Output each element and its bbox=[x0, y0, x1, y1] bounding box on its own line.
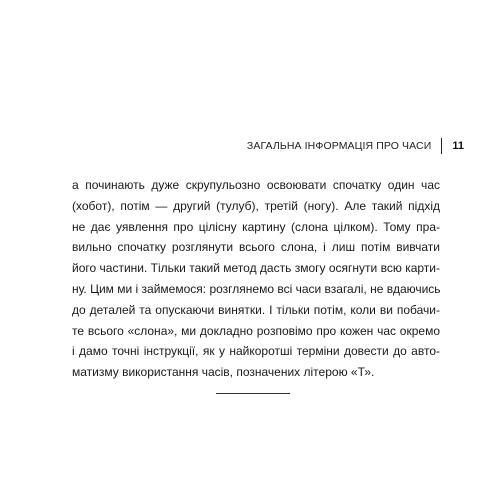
text-line: матизму використання часів, позначених літерою «Т». bbox=[72, 365, 375, 380]
text-line: і дамо точні інструкції, як у найкоротші терміни довести до авто- bbox=[72, 344, 440, 359]
chapter-title: ЗАГАЛЬНА ІНФОРМАЦІЯ ПРО ЧАСИ bbox=[246, 140, 432, 152]
text-line: а починають дуже скрупульозно освоювати спочатку один час bbox=[72, 178, 440, 192]
text-line: до деталей та опускаючи винятки. І тільки потім, коли ви побачи- bbox=[72, 302, 440, 317]
page-number: 11 bbox=[452, 140, 464, 152]
text-line: вильно спочатку розглянути всього слона, і лиш потім вивчати bbox=[72, 240, 440, 255]
text-line: (хобот), потім — другий (тулуб), третій (ногу). Але такий підхід bbox=[72, 198, 440, 213]
header-divider bbox=[441, 138, 442, 154]
body-paragraph bbox=[72, 175, 440, 383]
text-line: те всього «слона», ми докладно розповімо про кожен час окремо bbox=[72, 323, 440, 338]
running-header bbox=[247, 137, 464, 155]
text-line: ну. Цим ми і займемося: розглянемо всі часи взагалі, не вдаючись bbox=[72, 281, 441, 296]
section-end-divider bbox=[216, 393, 290, 394]
text-line: його частини. Тільки такий метод дасть змогу осягнути всю карти- bbox=[72, 261, 440, 276]
text-line: не дає уявлення про цілісну картину (слона цілком). Тому пра- bbox=[72, 219, 440, 234]
